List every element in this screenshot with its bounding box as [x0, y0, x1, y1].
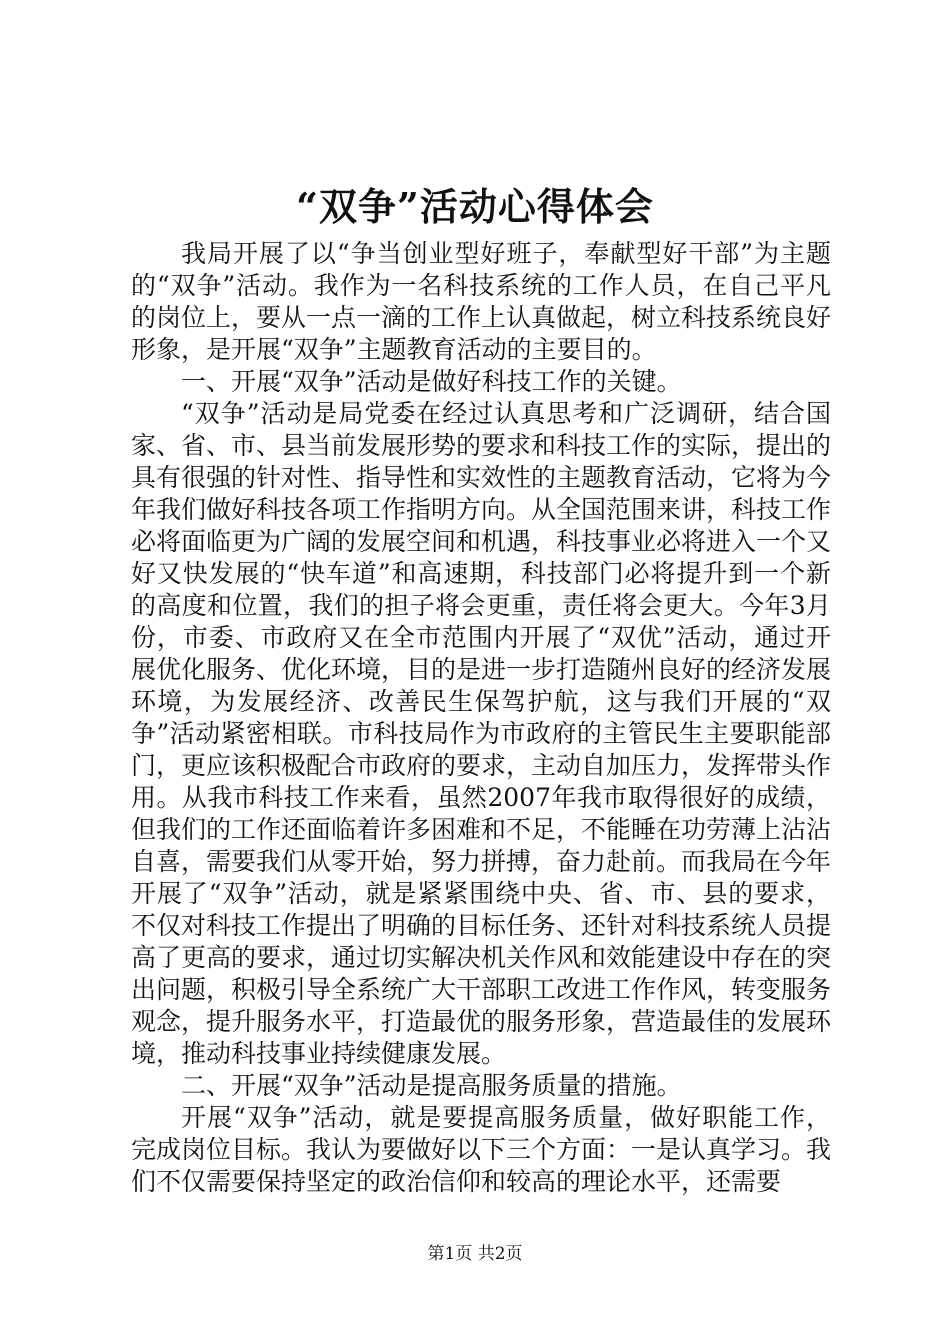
- paragraph-section-2: 开展“双争”活动，就是要提高服务质量，做好职能工作，完成岗位目标。我认为要做好以下三个方面：一是认真学习。我们不仅需要保持坚定的政治信仰和较高的理论水平，还需要: [131, 1103, 832, 1196]
- page-number-footer: 第1页 共2页: [427, 1244, 523, 1264]
- paragraph-section-1: “双争”活动是局党委在经过认真思考和广泛调研，结合国家、省、市、县当前发展形势的要求和科技工作的实际，提出的具有很强的针对性、指导性和实效性的主题教育活动，它将为今年我们做好科技各项工作指明方向。从全国范围来讲，科技工作必将面临更为广阔的发展空间和机遇，科技事业必将进入一个又好又快发展的“快车道”和高速期，科技部门必将提升到一个新的高度和位置，我们的担子将会更重，责任将会更大。今年3月份，市委、市政府又在全市范围内开展了“双优”活动，通过开展优化服务、优化环境，目的是进一步打造随州良好的经济发展环境，为发展经济、改善民生保驾护航，这与我们开展的“双争”活动紧密相联。市科技局作为市政府的主管民生主要职能部门，更应该积极配合市政府的要求，主动自加压力，发挥带头作用。从我市科技工作来看，虽然2007年我市取得很好的成绩，但我们的工作还面临着许多困难和不足，不能睡在功劳薄上沾沾自喜，需要我们从零开始，努力拼搏，奋力赴前。而我局在今年开展了“双争”活动，就是紧紧围绕中央、省、市、县的要求，不仅对科技工作提出了明确的目标任务、还针对科技系统人员提高了更高的要求，通过切实解决机关作风和效能建设中存在的突出问题，积极引导全系统广大干部职工改进工作作风，转变服务观念，提升服务水平，打造最优的服务形象，营造最佳的发展环境，推动科技事业持续健康发展。: [131, 399, 832, 1068]
- section-heading-2: 二、开展“双争”活动是提高服务质量的措施。: [181, 1071, 682, 1100]
- paragraph-intro: 我局开展了以“争当创业型好班子，奉献型好干部”为主题的“双争”活动。我作为一名科技系统的工作人员，在自己平凡的岗位上，要从一点一滴的工作上认真做起，树立科技系统良好形象，是开展“双争”主题教育活动的主要目的。: [131, 239, 832, 364]
- section-heading-1: 一、开展“双争”活动是做好科技工作的关键。: [181, 367, 682, 396]
- document-title: “双争”活动心得体会: [296, 184, 654, 229]
- document-body: [131, 238, 831, 1198]
